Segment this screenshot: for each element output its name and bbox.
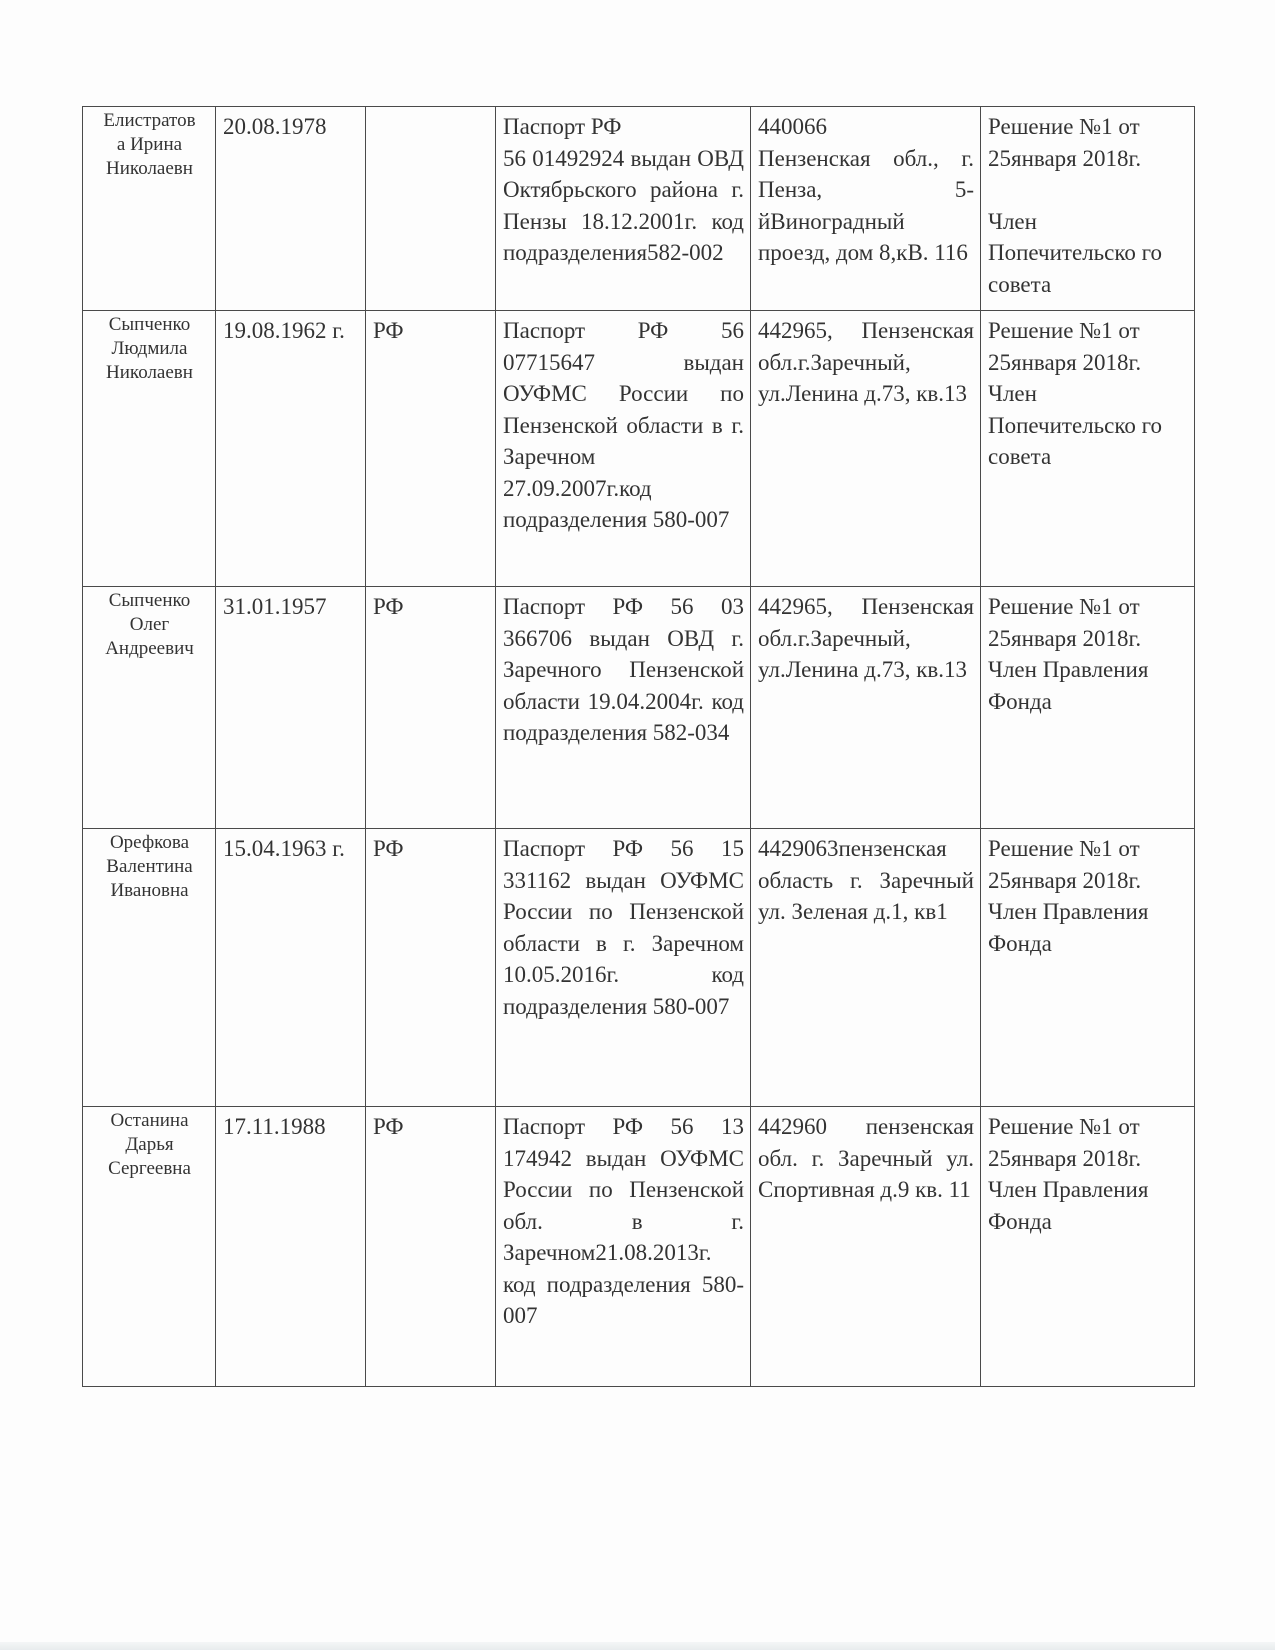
table-row [83,311,1195,587]
decision-cell: Решение №1 от 25января 2018г. Член Попечительско го совета [981,107,1195,311]
member-name-cell: Сыпченко Людмила Николаевн [83,311,216,587]
birth-date-cell: 20.08.1978 [216,107,366,311]
birth-date-cell: 17.11.1988 [216,1107,366,1387]
decision-cell: Решение №1 от 25января 2018г. Член Правления Фонда [981,829,1195,1107]
member-name-cell: Орефкова Валентина Ивановна [83,829,216,1107]
address-cell: 442965, Пензенская обл.г.Заречный, ул.Ленина д.73, кв.13 [751,311,981,587]
citizenship-cell: РФ [366,829,496,1107]
member-name-cell: Елистратов а Ирина Николаевн [83,107,216,311]
citizenship-cell [366,107,496,311]
decision-cell: Решение №1 от 25января 2018г. Член Попечительско го совета [981,311,1195,587]
scan-edge [0,1642,1275,1650]
table-row [83,829,1195,1107]
member-name-cell: Останина Дарья Сергеевна [83,1107,216,1387]
address-cell: 440066 Пензенская обл., г. Пенза, 5-йВиноградный проезд, дом 8,кВ. 116 [751,107,981,311]
address-cell: 442965, Пензенская обл.г.Заречный, ул.Ленина д.73, кв.13 [751,587,981,829]
address-cell: 4429063пензенская область г. Заречный ул. Зеленая д.1, кв1 [751,829,981,1107]
citizenship-cell: РФ [366,311,496,587]
passport-cell: Паспорт РФ 56 13 174942 выдан ОУФМС России по Пензенской обл. в г. Заречном21.08.2013г. код подразделения 580-007 [496,1107,751,1387]
citizenship-cell: РФ [366,587,496,829]
members-table [82,106,1195,1387]
table-row [83,587,1195,829]
decision-cell: Решение №1 от 25января 2018г. Член Правления Фонда [981,1107,1195,1387]
member-name-cell: Сыпченко Олег Андреевич [83,587,216,829]
birth-date-cell: 19.08.1962 г. [216,311,366,587]
passport-cell: Паспорт РФ 56 01492924 выдан ОВД Октябрьского района г. Пензы 18.12.2001г. код подразделения582-002 [496,107,751,311]
birth-date-cell: 15.04.1963 г. [216,829,366,1107]
passport-cell: Паспорт РФ 56 03 366706 выдан ОВД г. Заречного Пензенской области 19.04.2004г. код подразделения 582-034 [496,587,751,829]
passport-cell: Паспорт РФ 56 07715647 выдан ОУФМС России по Пензенской области в г. Заречном 27.09.2007г.код подразделения 580-007 [496,311,751,587]
table-row [83,1107,1195,1387]
decision-cell: Решение №1 от 25января 2018г. Член Правления Фонда [981,587,1195,829]
citizenship-cell: РФ [366,1107,496,1387]
birth-date-cell: 31.01.1957 [216,587,366,829]
table-row [83,107,1195,311]
address-cell: 442960 пензенская обл. г. Заречный ул. Спортивная д.9 кв. 11 [751,1107,981,1387]
passport-cell: Паспорт РФ 56 15 331162 выдан ОУФМС России по Пензенской области в г. Заречном 10.05.2016г. код подразделения 580-007 [496,829,751,1107]
